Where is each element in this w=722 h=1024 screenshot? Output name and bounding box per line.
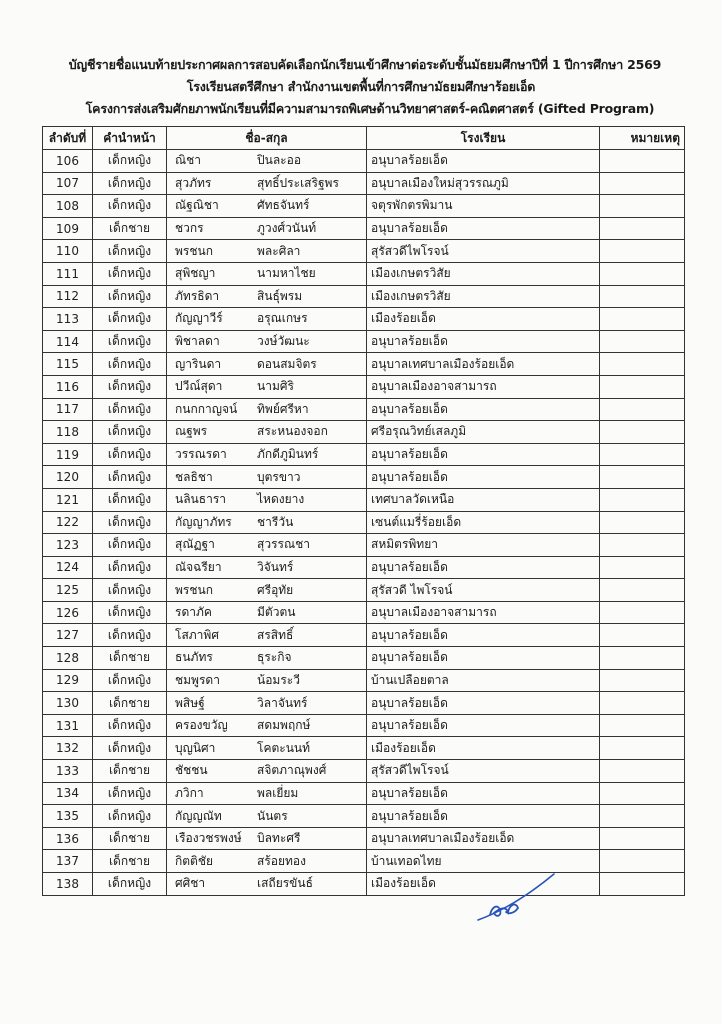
row-prefix: เด็กหญิง <box>93 714 167 737</box>
row-number: 131 <box>43 714 93 737</box>
row-school: เมืองร้อยเอ็ด <box>367 737 600 760</box>
row-full-name <box>167 375 367 398</box>
row-prefix: เด็กหญิง <box>93 601 167 624</box>
row-number: 138 <box>43 873 93 896</box>
first-name: รดาภัค <box>175 605 212 620</box>
first-name: เรืองวชรพงษ์ <box>175 831 242 846</box>
row-school: อนุบาลร้อยเอ็ด <box>367 692 600 715</box>
row-full-name <box>167 737 367 760</box>
table-row <box>43 556 685 579</box>
row-school: อนุบาลร้อยเอ็ด <box>367 782 600 805</box>
last-name: เสถียรขันธ์ <box>257 876 313 891</box>
table-row <box>43 443 685 466</box>
row-remark <box>600 195 685 218</box>
row-remark <box>600 873 685 896</box>
row-remark <box>600 805 685 828</box>
row-prefix: เด็กหญิง <box>93 873 167 896</box>
row-number: 122 <box>43 511 93 534</box>
last-name: วงษ์วัฒนะ <box>257 334 310 349</box>
last-name: วิจันทร์ <box>257 559 294 574</box>
row-prefix: เด็กหญิง <box>93 150 167 173</box>
row-prefix: เด็กหญิง <box>93 262 167 285</box>
row-school: อนุบาลร้อยเอ็ด <box>367 443 600 466</box>
row-number: 119 <box>43 443 93 466</box>
row-remark <box>600 782 685 805</box>
row-full-name <box>167 873 367 896</box>
first-name: กัญญณัท <box>175 808 222 823</box>
last-name: พลเยี่ยม <box>257 785 299 800</box>
row-school: บ้านเปลือยตาล <box>367 669 600 692</box>
first-name: บุญนิศา <box>175 740 216 755</box>
table-row <box>43 308 685 331</box>
last-name: น้อมระวี <box>257 672 300 687</box>
row-number: 115 <box>43 353 93 376</box>
first-name: ศศิชา <box>175 876 206 891</box>
first-name: ณัฐณิชา <box>175 198 219 213</box>
signature-mark <box>470 868 560 928</box>
row-full-name <box>167 421 367 444</box>
last-name: ชารีวัน <box>257 514 294 529</box>
first-name: ชวกร <box>175 221 204 236</box>
row-prefix: เด็กหญิง <box>93 398 167 421</box>
table-row <box>43 421 685 444</box>
row-number: 129 <box>43 669 93 692</box>
table-row <box>43 782 685 805</box>
row-remark <box>600 398 685 421</box>
last-name: พละศิลา <box>257 243 301 258</box>
row-full-name <box>167 556 367 579</box>
table-row <box>43 850 685 873</box>
first-name: สุพิชญา <box>175 266 216 281</box>
row-number: 113 <box>43 308 93 331</box>
last-name: บุตรขาว <box>257 469 301 484</box>
first-name: ณิชา <box>175 153 202 168</box>
table-row <box>43 262 685 285</box>
row-remark <box>600 375 685 398</box>
row-full-name <box>167 692 367 715</box>
row-school: อนุบาลเมืองใหม่สุวรรณภูมิ <box>367 172 600 195</box>
row-remark <box>600 308 685 331</box>
last-name: สร้อยทอง <box>257 853 306 868</box>
first-name: วรรณรดา <box>175 447 227 462</box>
last-name: สุทธิ์ประเสริฐพร <box>257 175 339 190</box>
row-full-name <box>167 353 367 376</box>
row-school: สุรัสวดีไพโรจน์ <box>367 240 600 263</box>
row-full-name <box>167 624 367 647</box>
row-school: เมืองเกษตรวิสัย <box>367 262 600 285</box>
row-prefix: เด็กหญิง <box>93 353 167 376</box>
table-row <box>43 330 685 353</box>
row-prefix: เด็กหญิง <box>93 669 167 692</box>
document-header <box>0 54 722 120</box>
student-roster-table <box>42 126 685 896</box>
first-name: โสภาพิศ <box>175 627 219 642</box>
row-prefix: เด็กหญิง <box>93 579 167 602</box>
row-full-name <box>167 534 367 557</box>
row-number: 126 <box>43 601 93 624</box>
row-prefix: เด็กชาย <box>93 647 167 670</box>
last-name: สินธุ์พรม <box>257 288 303 303</box>
column-header-remark: หมายเหตุ <box>600 127 685 150</box>
row-prefix: เด็กหญิง <box>93 488 167 511</box>
first-name: ธนภัทร <box>175 650 213 665</box>
row-prefix: เด็กชาย <box>93 760 167 783</box>
table-row <box>43 624 685 647</box>
row-remark <box>600 488 685 511</box>
table-row <box>43 647 685 670</box>
table-row <box>43 375 685 398</box>
first-name: ณัจฉรียา <box>175 559 222 574</box>
row-full-name <box>167 150 367 173</box>
row-remark <box>600 353 685 376</box>
row-full-name <box>167 398 367 421</box>
row-prefix: เด็กหญิง <box>93 534 167 557</box>
table-row <box>43 217 685 240</box>
row-number: 107 <box>43 172 93 195</box>
last-name: ภักดีภูมินทร์ <box>257 447 319 462</box>
column-header-no: ลำดับที่ <box>43 127 93 150</box>
row-school: จตุรพักตรพิมาน <box>367 195 600 218</box>
table-row <box>43 466 685 489</box>
row-full-name <box>167 827 367 850</box>
row-school: อนุบาลร้อยเอ็ด <box>367 647 600 670</box>
row-full-name <box>167 443 367 466</box>
last-name: บิลทะศรี <box>257 831 301 846</box>
row-prefix: เด็กหญิง <box>93 172 167 195</box>
row-prefix: เด็กชาย <box>93 827 167 850</box>
row-remark <box>600 760 685 783</box>
first-name: กัญญาภัทร <box>175 514 232 529</box>
row-school: เซนต์แมรี่ร้อยเอ็ด <box>367 511 600 534</box>
row-prefix: เด็กหญิง <box>93 195 167 218</box>
row-full-name <box>167 579 367 602</box>
last-name: ธุระกิจ <box>257 650 292 665</box>
row-prefix: เด็กหญิง <box>93 511 167 534</box>
row-remark <box>600 262 685 285</box>
first-name: สุณัฏฐา <box>175 537 215 552</box>
last-name: ไหดงยาง <box>257 492 305 507</box>
row-prefix: เด็กหญิง <box>93 375 167 398</box>
last-name: นันตร <box>257 808 288 823</box>
last-name: สดมพฤกษ์ <box>257 718 311 733</box>
table-row <box>43 579 685 602</box>
row-number: 114 <box>43 330 93 353</box>
row-prefix: เด็กหญิง <box>93 240 167 263</box>
first-name: ชลธิชา <box>175 469 213 484</box>
row-prefix: เด็กหญิง <box>93 466 167 489</box>
row-full-name <box>167 669 367 692</box>
row-prefix: เด็กหญิง <box>93 624 167 647</box>
row-number: 117 <box>43 398 93 421</box>
row-full-name <box>167 466 367 489</box>
row-school: อนุบาลร้อยเอ็ด <box>367 805 600 828</box>
row-full-name <box>167 782 367 805</box>
row-full-name <box>167 262 367 285</box>
table-row <box>43 511 685 534</box>
table-row <box>43 601 685 624</box>
first-name: พสิษฐ์ <box>175 695 205 710</box>
table-row <box>43 398 685 421</box>
row-remark <box>600 714 685 737</box>
row-school: อนุบาลเมืองอาจสามารถ <box>367 601 600 624</box>
first-name: ภัทรธิดา <box>175 288 220 303</box>
table-row <box>43 353 685 376</box>
column-header-prefix: คำนำหน้า <box>93 127 167 150</box>
first-name: กนกกาญจน์ <box>175 401 238 416</box>
row-prefix: เด็กชาย <box>93 217 167 240</box>
row-remark <box>600 443 685 466</box>
first-name: ครองขวัญ <box>175 718 228 733</box>
row-remark <box>600 240 685 263</box>
table-row <box>43 534 685 557</box>
row-remark <box>600 579 685 602</box>
row-full-name <box>167 511 367 534</box>
row-remark <box>600 534 685 557</box>
table-row <box>43 488 685 511</box>
last-name: ดอนสมจิตร <box>257 356 317 371</box>
row-number: 133 <box>43 760 93 783</box>
table-row <box>43 195 685 218</box>
row-prefix: เด็กหญิง <box>93 285 167 308</box>
column-header-name: ชื่อ-สกุล <box>167 127 367 150</box>
row-school: อนุบาลร้อยเอ็ด <box>367 150 600 173</box>
row-full-name <box>167 760 367 783</box>
school-title: โรงเรียนสตรีศึกษา สำนักงานเขตพื้นที่การศึกษามัธยมศึกษาร้อยเอ็ด <box>186 79 536 94</box>
table-row <box>43 827 685 850</box>
first-name: กัญญาวีร์ <box>175 311 223 326</box>
row-full-name <box>167 240 367 263</box>
row-number: 135 <box>43 805 93 828</box>
table-row <box>43 285 685 308</box>
row-full-name <box>167 308 367 331</box>
row-school: เทศบาลวัดเหนือ <box>367 488 600 511</box>
row-prefix: เด็กชาย <box>93 850 167 873</box>
row-remark <box>600 850 685 873</box>
row-number: 132 <box>43 737 93 760</box>
row-school: อนุบาลร้อยเอ็ด <box>367 466 600 489</box>
last-name: ทิพย์ศรีหา <box>257 401 309 416</box>
row-school: อนุบาลร้อยเอ็ด <box>367 398 600 421</box>
row-number: 134 <box>43 782 93 805</box>
row-school: สหมิตรพิทยา <box>367 534 600 557</box>
table-body <box>43 150 685 896</box>
row-number: 106 <box>43 150 93 173</box>
row-school: อนุบาลร้อยเอ็ด <box>367 714 600 737</box>
last-name: นามศิริ <box>257 379 294 394</box>
row-remark <box>600 285 685 308</box>
row-school: อนุบาลร้อยเอ็ด <box>367 330 600 353</box>
row-full-name <box>167 488 367 511</box>
row-number: 137 <box>43 850 93 873</box>
row-remark <box>600 737 685 760</box>
last-name: สระหนองจอก <box>257 424 328 439</box>
last-name: ภูวงศ์วนันท์ <box>257 221 317 236</box>
row-remark <box>600 647 685 670</box>
row-full-name <box>167 850 367 873</box>
first-name: สุวภัทร <box>175 175 212 190</box>
row-number: 130 <box>43 692 93 715</box>
first-name: กิตติชัย <box>175 853 214 868</box>
row-prefix: เด็กหญิง <box>93 330 167 353</box>
row-number: 112 <box>43 285 93 308</box>
row-prefix: เด็กหญิง <box>93 308 167 331</box>
table-row <box>43 240 685 263</box>
row-remark <box>600 669 685 692</box>
row-school: อนุบาลร้อยเอ็ด <box>367 624 600 647</box>
row-number: 118 <box>43 421 93 444</box>
row-full-name <box>167 601 367 624</box>
row-prefix: เด็กหญิง <box>93 556 167 579</box>
row-remark <box>600 150 685 173</box>
row-remark <box>600 511 685 534</box>
table-row <box>43 873 685 896</box>
row-prefix: เด็กหญิง <box>93 443 167 466</box>
row-number: 121 <box>43 488 93 511</box>
last-name: ศัทธจันทร์ <box>257 198 310 213</box>
row-number: 127 <box>43 624 93 647</box>
row-school: อนุบาลเมืองอาจสามารถ <box>367 375 600 398</box>
first-name: พรชนก <box>175 243 213 258</box>
first-name: ณฐพร <box>175 424 208 439</box>
last-name: ปินละออ <box>257 153 302 168</box>
first-name: ภวิกา <box>175 785 204 800</box>
row-full-name <box>167 647 367 670</box>
row-prefix: เด็กหญิง <box>93 737 167 760</box>
first-name: พิชาลดา <box>175 334 220 349</box>
row-full-name <box>167 195 367 218</box>
table-row <box>43 172 685 195</box>
row-remark <box>600 421 685 444</box>
first-name: ชมพูรดา <box>175 672 220 687</box>
last-name: อรุณเกษร <box>257 311 308 326</box>
row-number: 120 <box>43 466 93 489</box>
column-header-school: โรงเรียน <box>367 127 600 150</box>
table-row <box>43 737 685 760</box>
row-number: 111 <box>43 262 93 285</box>
row-remark <box>600 601 685 624</box>
row-school: สุรัสวดี ไพโรจน์ <box>367 579 600 602</box>
first-name: ปวีณ์สุดา <box>175 379 223 394</box>
row-school: อนุบาลร้อยเอ็ด <box>367 217 600 240</box>
table-row <box>43 714 685 737</box>
row-school: สุรัสวดีไพโรจน์ <box>367 760 600 783</box>
last-name: สุวรรณชา <box>257 537 310 552</box>
row-full-name <box>167 172 367 195</box>
table-row <box>43 150 685 173</box>
row-prefix: เด็กหญิง <box>93 805 167 828</box>
last-name: สรสิทธิ์ <box>257 627 294 642</box>
row-number: 136 <box>43 827 93 850</box>
row-school: อนุบาลร้อยเอ็ด <box>367 556 600 579</box>
row-number: 124 <box>43 556 93 579</box>
first-name: พรชนก <box>175 582 213 597</box>
first-name: ญารินดา <box>175 356 222 371</box>
table-row <box>43 760 685 783</box>
row-school: บ้านเทอดไทย <box>367 850 600 873</box>
first-name: นลินธารา <box>175 492 227 507</box>
last-name: สจิตภาณุพงศ์ <box>257 763 327 778</box>
row-full-name <box>167 285 367 308</box>
last-name: มีตัวตน <box>257 605 296 620</box>
row-school: เมืองเกษตรวิสัย <box>367 285 600 308</box>
row-number: 116 <box>43 375 93 398</box>
row-full-name <box>167 805 367 828</box>
row-number: 128 <box>43 647 93 670</box>
last-name: นามหาไชย <box>257 266 316 281</box>
row-number: 108 <box>43 195 93 218</box>
row-school: ศรีอรุณวิทย์เสลภูมิ <box>367 421 600 444</box>
table-row <box>43 669 685 692</box>
row-number: 123 <box>43 534 93 557</box>
row-remark <box>600 217 685 240</box>
table-row <box>43 692 685 715</box>
row-remark <box>600 692 685 715</box>
row-school: เมืองร้อยเอ็ด <box>367 873 600 896</box>
last-name: ศรีอุทัย <box>257 582 294 597</box>
row-number: 110 <box>43 240 93 263</box>
row-full-name <box>167 714 367 737</box>
program-title: โครงการส่งเสริมศักยภาพนักเรียนที่มีความสามารถพิเศษด้านวิทยาศาสตร์-คณิตศาสตร์ (Gifted Program) <box>85 101 655 116</box>
row-number: 125 <box>43 579 93 602</box>
row-remark <box>600 330 685 353</box>
row-remark <box>600 827 685 850</box>
row-prefix: เด็กหญิง <box>93 421 167 444</box>
table-row <box>43 805 685 828</box>
row-remark <box>600 466 685 489</box>
row-remark <box>600 624 685 647</box>
last-name: วิลาจันทร์ <box>257 695 308 710</box>
row-full-name <box>167 330 367 353</box>
row-school: อนุบาลเทศบาลเมืองร้อยเอ็ด <box>367 827 600 850</box>
first-name: ชัชชน <box>175 763 208 778</box>
row-school: อนุบาลเทศบาลเมืองร้อยเอ็ด <box>367 353 600 376</box>
announcement-title: บัญชีรายชื่อแนบท้ายประกาศผลการสอบคัดเลือกนักเรียนเข้าศึกษาต่อระดับชั้นมัธยมศึกษาปีที่ 1 ปีการศึกษา 2569 <box>68 57 662 72</box>
table-header-row <box>43 127 685 150</box>
row-school: เมืองร้อยเอ็ด <box>367 308 600 331</box>
row-full-name <box>167 217 367 240</box>
row-remark <box>600 556 685 579</box>
row-number: 109 <box>43 217 93 240</box>
row-prefix: เด็กหญิง <box>93 782 167 805</box>
row-remark <box>600 172 685 195</box>
last-name: โคตะนนท์ <box>257 740 311 755</box>
row-prefix: เด็กชาย <box>93 692 167 715</box>
